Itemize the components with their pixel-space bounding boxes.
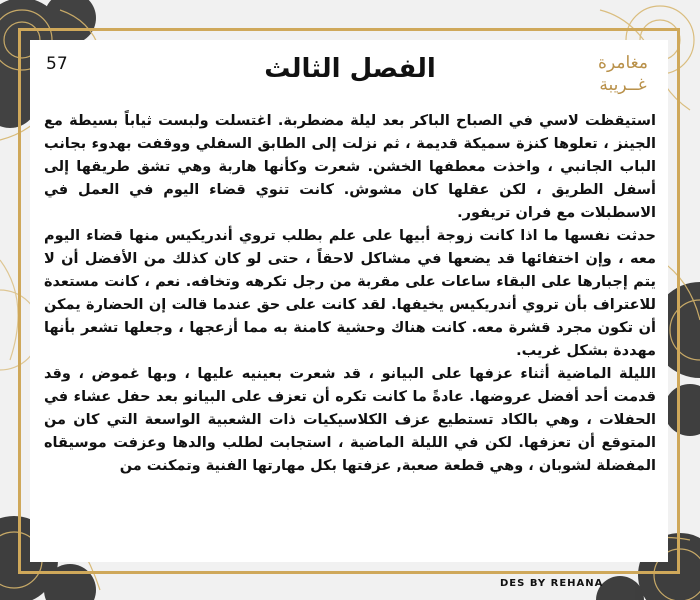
logo-line-2: غــريبة bbox=[599, 75, 647, 95]
designer-credit: DES BY REHANA bbox=[500, 578, 604, 589]
logo-line-1: مغامرة bbox=[598, 53, 648, 73]
story-text bbox=[44, 110, 656, 540]
paragraph: حدثت نفسها ما اذا كانت زوجة أبيها على علم بطلب تروي أندريكيس منها قضاء اليوم معه ، وإن اختفائها قد يضعها في مشاكل لاحقاً ، حتى لو كان كذلك من الأفضل أن لا يتم إجبارها على البقاء ساعات على مقربة من رجل تكرهه وتخافه. نعم ، كانت مستعدة للاعتراف بأن تروي أندريكيس يخيفها. لقد كانت على حق عندما قالت إن الحضارة يمكن أن تكون مجرد قشرة معه. كانت هناك وحشية كامنة به مما أزعجها ، وجعلها تشعر بأنها مهددة بشكل غريب. bbox=[44, 228, 656, 359]
page-number: 57 bbox=[46, 54, 68, 74]
chapter-title: الفصل الثالث bbox=[264, 54, 436, 84]
logo bbox=[588, 52, 658, 102]
paragraph: استيقظت لاسي في الصباح الباكر بعد ليلة مضطربة. اغتسلت ولبست ثياباً بسيطة مع الجينز ، تعلوها كنزة سميكة قديمة ، ثم نزلت إلى الطابق السفلي ووقفت بهدوء بجانب الباب الجانبي ، واخذت معطفها الخشن. شعرت وكأنها هاربة وهي تشق طريقها إلى أسفل الطريق ، لكن عقلها كان مشوش. كانت تنوي قضاء اليوم في العمل في الاسطبلات مع فران تريفور. bbox=[44, 113, 656, 221]
paragraph: الليلة الماضية أثناء عزفها على البيانو ، قد شعرت بعينيه عليها ، وبها غموض ، وقد قدمت أحد أفضل عروضها. عادةً ما كانت تكره أن تعزف على البيانو بعد حفل عشاء في الحفلات ، وهي بالكاد تستطيع عزف الكلاسيكيات ذات الشعبية الواسعة التي كان من المتوقع أن تعزفها. لكن في الليلة الماضية ، استجابت لطلب والدها وعزفت موسيقاه المفضلة لشوبان ، وهي قطعة صعبة, عزفتها بكل مهارتها الفنية وتمكنت من bbox=[44, 366, 656, 474]
